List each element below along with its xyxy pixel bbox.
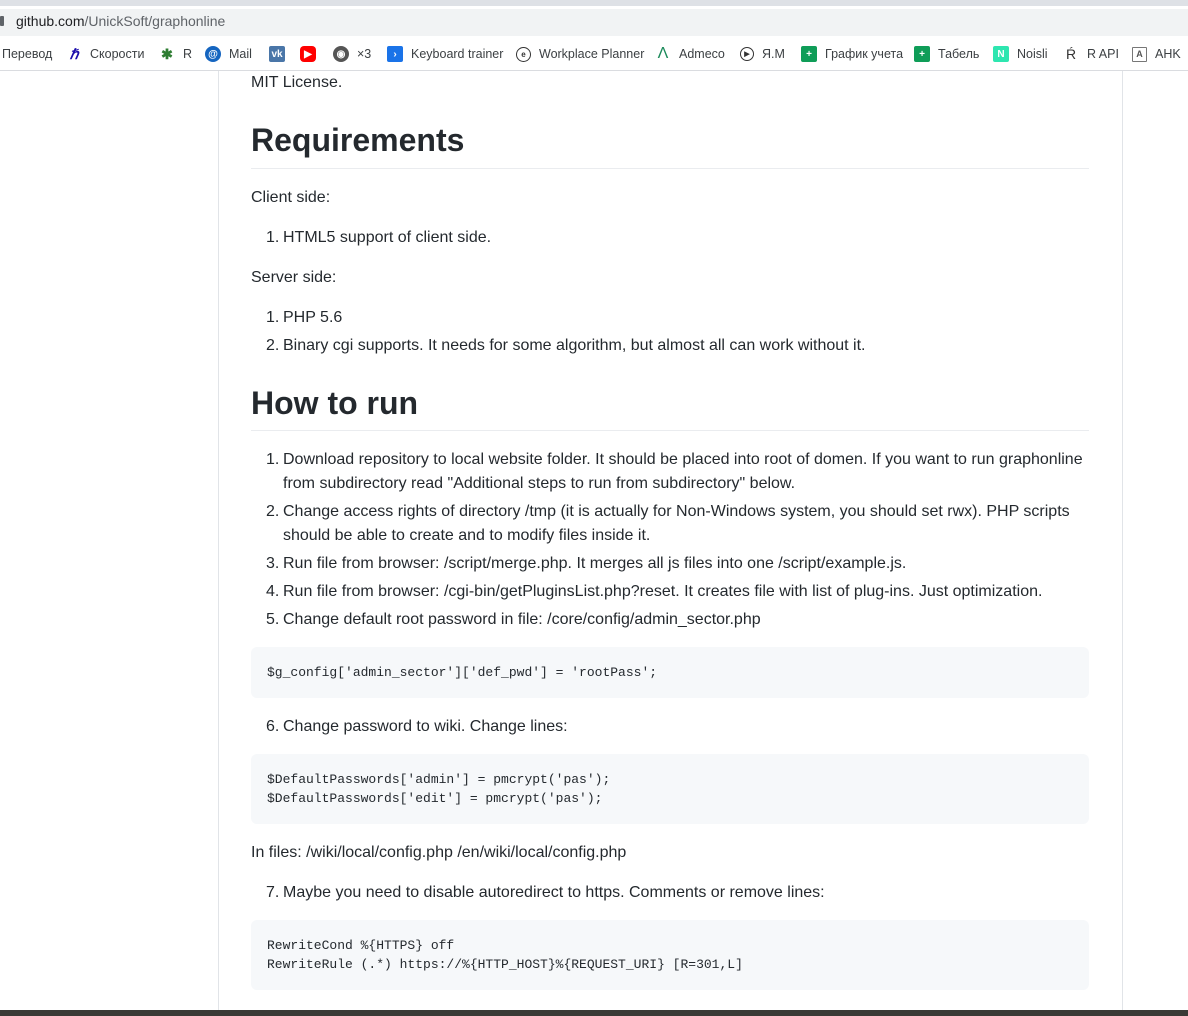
code-block[interactable]: RewriteCond %{HTTPS} off RewriteRule (.*) https://%{HTTP_HOST}%{REQUEST_URI} [R=301,L]	[251, 920, 1089, 990]
list-item: 1. PHP 5.6	[266, 309, 343, 326]
sheets-icon: +	[914, 46, 930, 62]
code-block[interactable]: $g_config['admin_sector']['def_pwd'] = 'rootPass';	[251, 647, 1089, 698]
taskbar-edge	[0, 1010, 1188, 1016]
bookmark-label: График учета	[825, 47, 904, 61]
bookmark-perevod[interactable]	[2, 38, 52, 70]
bookmark-x3[interactable]	[333, 38, 371, 70]
heading-rule	[251, 430, 1089, 431]
url-text[interactable]	[16, 13, 225, 29]
vk-icon: vk	[269, 46, 285, 62]
url-host: github.com	[16, 13, 85, 29]
bookmark-label: AHK	[1155, 47, 1181, 61]
bookmark-mail[interactable]	[205, 38, 252, 70]
planner-icon: e	[516, 47, 531, 62]
bookmark-label: Noisli	[1017, 47, 1048, 61]
play-icon: ▶	[740, 47, 754, 61]
bookmark-skorosti[interactable]	[66, 38, 144, 70]
list-item: 5. Change default root password in file: /core/config/admin_sector.php	[266, 611, 761, 628]
license-text: MIT License.	[251, 74, 343, 91]
youtube-icon: ▶	[300, 46, 316, 62]
noisli-icon: N	[993, 46, 1009, 62]
bookmark-label: ×3	[357, 47, 372, 61]
heading-rule	[251, 168, 1089, 169]
client-side-label: Client side:	[251, 189, 331, 206]
list-item: 4. Run file from browser: /cgi-bin/getPluginsList.php?reset. It creates file with list of plug-ins. Just optimization.	[266, 583, 1043, 600]
how-to-run-heading: How to run	[251, 385, 419, 421]
bookmark-noisli[interactable]	[993, 38, 1048, 70]
bookmark-label: R	[183, 47, 193, 61]
list-item: 7. Maybe you need to disable autoredirect to https. Comments or remove lines:	[266, 884, 825, 901]
bookmark-yam[interactable]	[740, 38, 785, 70]
bookmark-keyboard-trainer[interactable]	[387, 38, 503, 70]
bookmark-r[interactable]	[159, 38, 192, 70]
speed-icon: ℏ	[69, 45, 79, 62]
in-files-text: In files: /wiki/local/config.php /en/wiki/local/config.php	[251, 844, 627, 861]
bookmarks-bar	[0, 38, 1188, 71]
list-item: 2. Binary cgi supports. It needs for some algorithm, but almost all can work without it.	[266, 337, 866, 354]
requirements-heading: Requirements	[251, 122, 465, 158]
bookmark-label: Перевод	[2, 47, 53, 61]
bookmark-label: Я.М	[762, 47, 785, 61]
bookmark-label: Mail	[229, 47, 252, 61]
code-block[interactable]: $DefaultPasswords['admin'] = pmcrypt('pas'); $DefaultPasswords['edit'] = pmcrypt('pas');	[251, 754, 1089, 824]
lock-icon[interactable]	[0, 16, 4, 26]
star-icon: ✱	[161, 45, 173, 62]
url-path: /UnickSoft/graphonline	[84, 13, 226, 29]
globe-icon: ◉	[333, 46, 349, 62]
font-icon: A	[1132, 47, 1147, 62]
bookmark-label: Скорости	[90, 47, 145, 61]
bookmark-vk[interactable]	[269, 38, 285, 70]
api-icon: Ŕ	[1065, 46, 1077, 62]
bookmark-workplace-planner[interactable]	[516, 38, 644, 70]
bookmark-tabel[interactable]	[914, 38, 979, 70]
sheets-icon: +	[801, 46, 817, 62]
server-side-label: Server side:	[251, 269, 337, 286]
list-item: 1. Download repository to local website folder. It should be placed into root of domen. If you want to run graphonline from subdirectory read "Additional steps to run from subdirectory" below.	[266, 451, 1083, 492]
bookmark-label: R API	[1087, 47, 1119, 61]
bookmark-label: Табель	[938, 47, 980, 61]
bookmark-youtube[interactable]	[300, 38, 316, 70]
list-item: 2. Change access rights of directory /tmp (it is actually for Non-Windows system, you should set rwx). PHP scripts should be able to create and to modify files inside it.	[266, 503, 1070, 544]
list-item: 6. Change password to wiki. Change lines:	[266, 718, 568, 735]
bookmark-ahk[interactable]	[1132, 38, 1181, 70]
bookmark-label: Keyboard trainer	[411, 47, 504, 61]
list-item: 3. Run file from browser: /script/merge.php. It merges all js files into one /script/example.js.	[266, 555, 907, 572]
bookmark-r-api[interactable]	[1063, 38, 1119, 70]
bookmark-label: Workplace Planner	[539, 47, 645, 61]
address-bar	[0, 6, 1188, 38]
bookmark-label: Admeco	[679, 47, 725, 61]
chevron-right-icon: ›	[387, 46, 403, 62]
list-item: 1. HTML5 support of client side.	[266, 229, 492, 246]
admeco-icon: Λ	[657, 45, 669, 62]
mail-icon: @	[205, 46, 221, 62]
bookmark-grafik-ucheta[interactable]	[801, 38, 903, 70]
bookmark-admeco[interactable]	[655, 38, 725, 70]
